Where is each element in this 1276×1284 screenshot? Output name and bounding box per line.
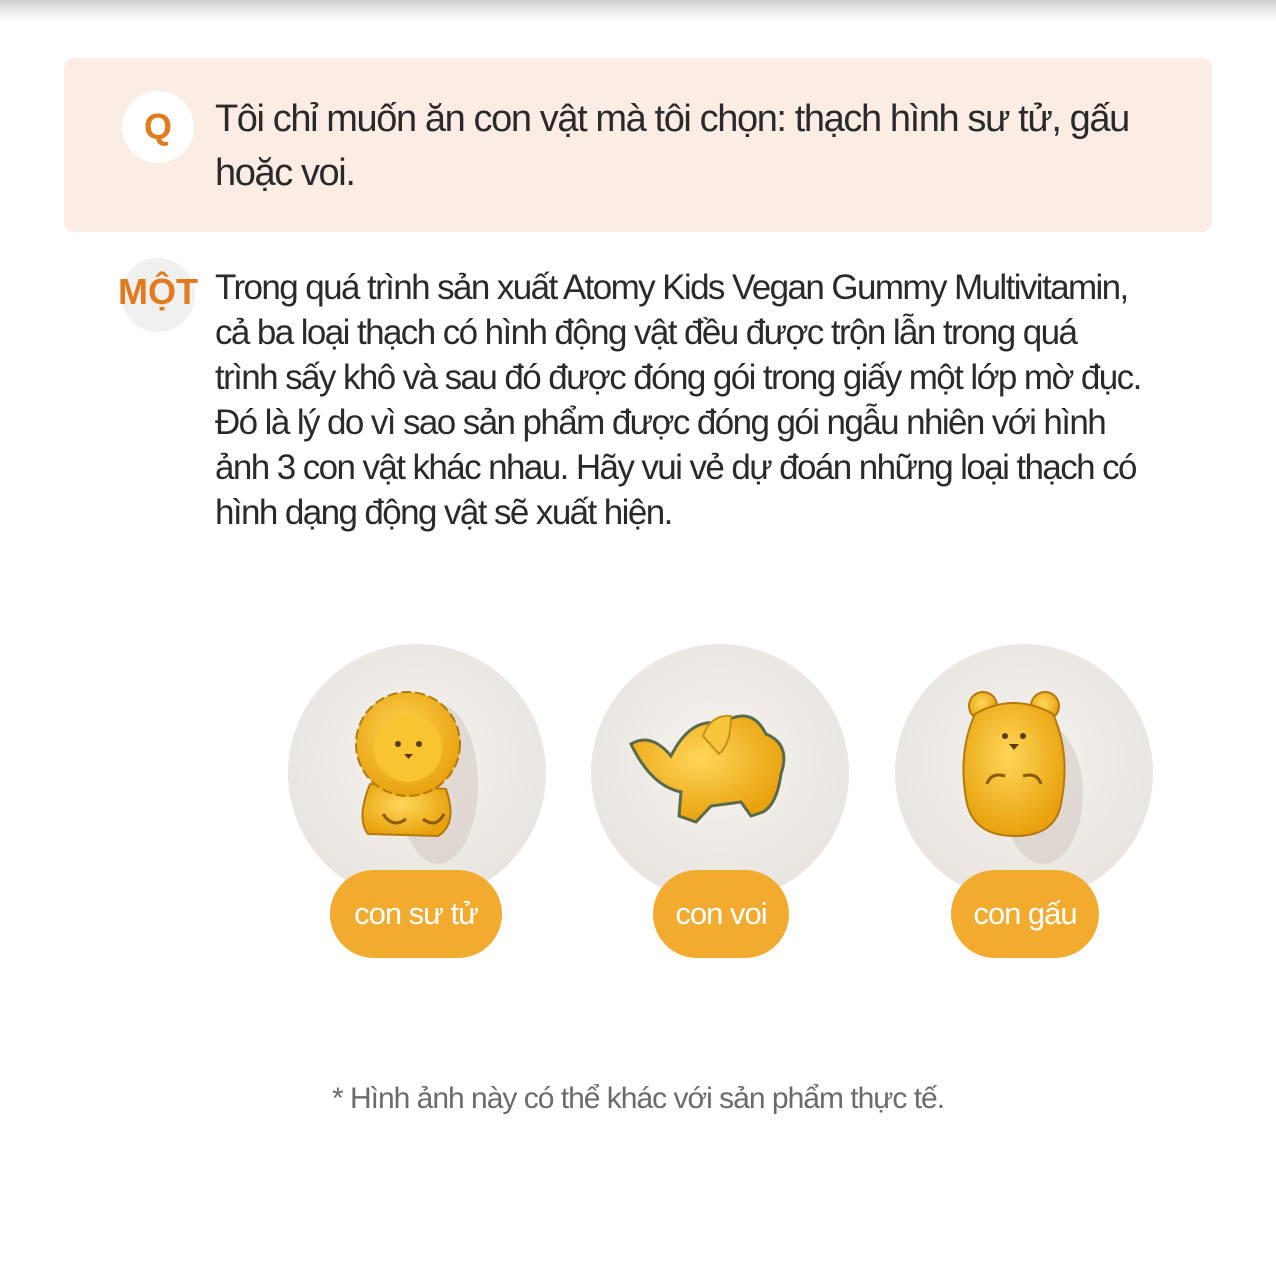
elephant-gummy-icon <box>591 644 849 902</box>
answer-text: Trong quá trình sản xuất Atomy Kids Vegan Gummy Multivitamin, cả ba loại thạch có hình động vật đều được trộn lẫn trong quá trình sấy khô và sau đó được đóng gói trong giấy một lớp mờ đục. Đó là lý do vì sao sản phẩm được đóng gói ngẫu nhiên với hình ảnh 3 con vật khác nhau. Hãy vui vẻ dự đoán những loại thạch có hình dạng động vật sẽ xuất hiện. <box>215 268 1141 532</box>
footnote: * Hình ảnh này có thể khác với sản phẩm thực tế. <box>331 1082 945 1115</box>
animal-card-elephant <box>591 644 851 974</box>
lion-label: con sư tử <box>330 870 502 958</box>
question-text: Tôi chỉ muốn ăn con vật mà tôi chọn: thạch hình sư tử, gấu hoặc voi. <box>215 98 1129 194</box>
lion-gummy-icon <box>288 644 546 902</box>
question-badge: Q <box>122 91 194 163</box>
bear-gummy-icon <box>895 644 1153 902</box>
answer-badge-label: MỘT <box>118 271 198 312</box>
bear-label: con gấu <box>951 870 1099 958</box>
animal-card-bear <box>895 644 1155 974</box>
top-shadow <box>0 0 1276 22</box>
elephant-label: con voi <box>653 870 789 958</box>
animal-card-lion <box>288 644 548 974</box>
